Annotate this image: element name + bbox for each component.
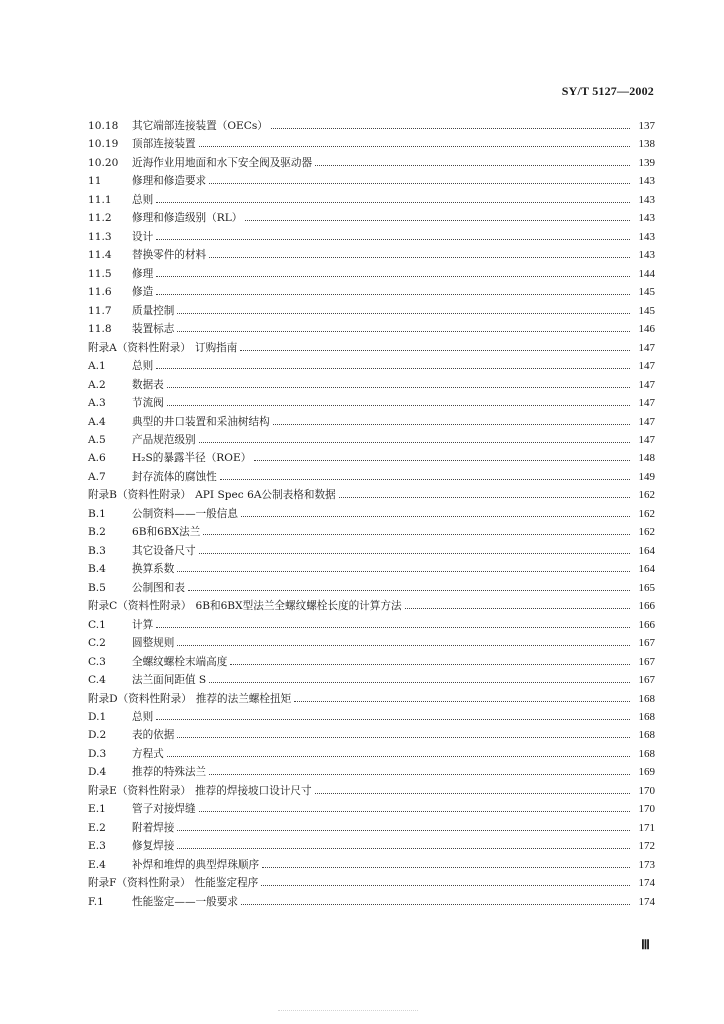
- toc-entry[interactable]: [88, 302, 655, 320]
- dot-leader: [240, 350, 630, 351]
- toc-entry-title: 推荐的法兰螺栓扭矩: [195, 692, 292, 705]
- toc-entry-number: 11.2: [88, 212, 112, 225]
- table-of-contents: [88, 117, 655, 911]
- dot-leader: [177, 313, 630, 314]
- toc-entry-number: F.1: [88, 895, 104, 908]
- toc-entry-title: 法兰面间距值 S: [132, 674, 207, 687]
- dot-leader: [156, 719, 630, 720]
- toc-entry-number: D.2: [88, 729, 107, 742]
- toc-entry-number: 11.4: [88, 249, 112, 262]
- toc-entry-title: 数据表: [132, 378, 164, 391]
- dot-leader: [167, 405, 630, 406]
- toc-entry-page: 168: [638, 729, 655, 742]
- dot-leader: [220, 479, 630, 480]
- toc-entry[interactable]: [88, 449, 655, 467]
- toc-entry-number: B.3: [88, 544, 106, 557]
- toc-entry-page: 165: [638, 581, 655, 594]
- toc-entry-number: 附录C（资料性附录）: [88, 600, 192, 613]
- toc-entry-number: C.4: [88, 674, 106, 687]
- toc-entry-title: 质量控制: [132, 304, 175, 317]
- toc-entry[interactable]: [88, 782, 655, 800]
- toc-entry-page: 143: [638, 175, 655, 188]
- toc-entry[interactable]: [88, 135, 655, 153]
- toc-entry-page: 144: [638, 267, 655, 280]
- toc-entry-title: 产品规范级别: [132, 433, 196, 446]
- toc-entry[interactable]: [88, 265, 655, 283]
- toc-entry-number: B.4: [88, 563, 106, 576]
- toc-entry[interactable]: [88, 800, 655, 818]
- toc-entry-number: 10.20: [88, 156, 119, 169]
- toc-entry[interactable]: [88, 505, 655, 523]
- dot-leader: [199, 442, 630, 443]
- dot-leader: [271, 128, 630, 129]
- toc-entry-title: 圆整规则: [132, 637, 175, 650]
- toc-entry-number: A.7: [88, 470, 106, 483]
- toc-entry-page: 145: [638, 304, 655, 317]
- toc-entry-title: 推荐的焊接坡口设计尺寸: [195, 784, 312, 797]
- dot-leader: [156, 239, 630, 240]
- toc-entry-title: 节流阀: [132, 397, 164, 410]
- dot-leader: [177, 331, 630, 332]
- dot-leader: [209, 682, 630, 683]
- toc-entry-title: 6B和6BX法兰: [132, 526, 201, 539]
- toc-entry-number: C.3: [88, 655, 106, 668]
- toc-entry-page: 167: [638, 674, 655, 687]
- toc-entry-number: 10.18: [88, 120, 119, 132]
- dot-leader: [156, 294, 630, 295]
- toc-entry-page: 172: [638, 840, 655, 853]
- toc-entry-title: 其它设备尺寸: [132, 544, 196, 557]
- dot-leader: [177, 848, 630, 849]
- toc-entry-title: 推荐的特殊法兰: [132, 766, 207, 779]
- toc-entry[interactable]: [88, 283, 655, 301]
- dot-leader: [156, 627, 630, 628]
- toc-entry-page: 143: [638, 212, 655, 225]
- dot-leader: [254, 460, 630, 461]
- toc-entry-page: 168: [638, 692, 655, 705]
- dot-leader: [262, 867, 630, 868]
- toc-entry-number: E.3: [88, 840, 106, 853]
- toc-entry-page: 147: [638, 360, 655, 373]
- toc-entry-title: 补焊和堆焊的典型焊珠顺序: [132, 858, 260, 871]
- dot-leader: [241, 516, 630, 517]
- toc-entry[interactable]: [88, 837, 655, 855]
- toc-entry[interactable]: [88, 653, 655, 671]
- toc-entry-title: 修理和修造要求: [132, 175, 207, 188]
- toc-entry[interactable]: [88, 394, 655, 412]
- toc-entry-title: 附着焊接: [132, 821, 175, 834]
- toc-entry-number: A.6: [88, 452, 106, 465]
- toc-entry[interactable]: [88, 856, 655, 874]
- toc-entry-number: A.2: [88, 378, 106, 391]
- toc-entry-number: 附录E（资料性附录）: [88, 784, 192, 797]
- toc-entry-page: 167: [638, 637, 655, 650]
- toc-entry[interactable]: [88, 191, 655, 209]
- toc-entry-number: D.4: [88, 766, 107, 779]
- toc-entry-page: 169: [638, 766, 655, 779]
- toc-entry-number: 10.19: [88, 138, 119, 151]
- toc-entry-number: E.4: [88, 858, 106, 871]
- toc-entry[interactable]: [88, 154, 655, 172]
- toc-entry-title: 设计: [132, 230, 154, 243]
- toc-entry[interactable]: [88, 172, 655, 190]
- dot-leader: [405, 608, 630, 609]
- toc-entry[interactable]: [88, 579, 655, 597]
- dot-leader: [156, 368, 630, 369]
- toc-entry[interactable]: [88, 431, 655, 449]
- toc-entry-page: 162: [638, 526, 655, 539]
- toc-entry[interactable]: [88, 209, 655, 227]
- toc-entry[interactable]: [88, 357, 655, 375]
- dot-leader: [177, 830, 630, 831]
- toc-entry-title: 管子对接焊缝: [132, 803, 196, 816]
- toc-entry-page: 162: [638, 507, 655, 520]
- toc-entry-title: 公制图和表: [132, 581, 185, 594]
- toc-entry-title: 修理和修造级别（RL）: [132, 212, 243, 225]
- toc-entry[interactable]: [88, 560, 655, 578]
- toc-entry-title: 封存流体的腐蚀性: [132, 470, 217, 483]
- toc-entry-page: 147: [638, 397, 655, 410]
- toc-entry[interactable]: [88, 819, 655, 837]
- toc-entry-title: 计算: [132, 618, 154, 631]
- toc-entry-page: 166: [638, 618, 655, 631]
- dot-leader: [273, 424, 630, 425]
- toc-entry[interactable]: [88, 745, 655, 763]
- toc-entry-page: 143: [638, 193, 655, 206]
- toc-entry-number: 11.8: [88, 323, 112, 336]
- toc-entry-number: 11: [88, 175, 102, 188]
- toc-entry-page: 162: [638, 489, 655, 502]
- toc-entry[interactable]: [88, 339, 655, 357]
- dot-leader: [188, 590, 630, 591]
- dot-leader: [245, 220, 630, 221]
- toc-entry-page: 168: [638, 711, 655, 723]
- toc-entry-number: B.1: [88, 507, 106, 520]
- scan-artifact: [278, 1010, 418, 1014]
- toc-entry-page: 143: [638, 249, 655, 262]
- dot-leader: [167, 756, 630, 757]
- dot-leader: [177, 571, 630, 572]
- toc-entry-page: 168: [638, 747, 655, 760]
- toc-entry[interactable]: [88, 671, 655, 689]
- toc-entry-title: 性能鉴定——一般要求: [132, 895, 238, 908]
- dot-leader: [199, 811, 630, 812]
- toc-entry-title: 修造: [132, 286, 154, 299]
- toc-entry-title: 总则: [132, 360, 154, 373]
- dot-leader: [156, 276, 630, 277]
- toc-entry-title: 总则: [132, 711, 154, 723]
- toc-entry-number: 11.1: [88, 193, 112, 206]
- toc-entry-number: 附录F（资料性附录）: [88, 877, 191, 890]
- toc-entry-number: 附录A（资料性附录）: [88, 341, 191, 354]
- toc-entry[interactable]: [88, 690, 655, 708]
- toc-entry-number: 11.3: [88, 230, 112, 243]
- toc-entry-title: 方程式: [132, 747, 164, 760]
- toc-entry-number: D.3: [88, 747, 107, 760]
- toc-entry-number: A.1: [88, 360, 106, 373]
- dot-leader: [230, 664, 630, 665]
- dot-leader: [315, 165, 630, 166]
- dot-leader: [177, 645, 630, 646]
- toc-entry-page: 167: [638, 655, 655, 668]
- toc-entry-number: B.2: [88, 526, 106, 539]
- toc-entry-number: 11.7: [88, 304, 112, 317]
- toc-entry[interactable]: [88, 523, 655, 541]
- toc-entry-page: 147: [638, 415, 655, 428]
- toc-entry[interactable]: [88, 117, 655, 135]
- toc-entry-number: 11.5: [88, 267, 112, 280]
- toc-entry-title: API Spec 6A公制表格和数据: [195, 489, 336, 502]
- dot-leader: [177, 737, 630, 738]
- toc-entry-title: 6B和6BX型法兰全螺纹螺栓长度的计算方法: [195, 600, 402, 613]
- toc-entry[interactable]: [88, 246, 655, 264]
- toc-entry-page: 147: [638, 433, 655, 446]
- toc-entry[interactable]: [88, 413, 655, 431]
- toc-entry-title: 修复焊接: [132, 840, 175, 853]
- toc-entry-title: 替换零件的材料: [132, 249, 207, 262]
- toc-entry-page: 174: [638, 895, 655, 908]
- dot-leader: [203, 534, 630, 535]
- standard-code: SY/T 5127—2002: [561, 84, 654, 98]
- toc-entry-page: 149: [638, 470, 655, 483]
- toc-entry-page: 164: [638, 544, 655, 557]
- toc-entry-title: 顶部连接装置: [132, 138, 196, 151]
- toc-entry[interactable]: [88, 320, 655, 338]
- toc-entry-page: 166: [638, 600, 655, 613]
- toc-entry-number: A.5: [88, 433, 106, 446]
- toc-entry-title: 总则: [132, 193, 154, 206]
- toc-entry-number: 11.6: [88, 286, 112, 299]
- toc-entry-page: 148: [638, 452, 655, 465]
- toc-entry-page: 174: [638, 877, 655, 890]
- toc-entry[interactable]: [88, 486, 655, 504]
- toc-entry-title: 修理: [132, 267, 154, 280]
- dot-leader: [209, 774, 630, 775]
- toc-entry-page: 164: [638, 563, 655, 576]
- dot-leader: [261, 885, 630, 886]
- dot-leader: [199, 553, 630, 554]
- toc-entry-number: E.2: [88, 821, 106, 834]
- toc-entry-page: 147: [638, 341, 655, 354]
- toc-entry-number: A.3: [88, 397, 106, 410]
- toc-entry-page: 173: [638, 858, 655, 871]
- toc-entry-title: 典型的井口装置和采油树结构: [132, 415, 270, 428]
- toc-entry-title: 表的依据: [132, 729, 175, 742]
- dot-leader: [241, 904, 630, 905]
- toc-entry-number: D.1: [88, 711, 107, 723]
- dot-leader: [156, 202, 630, 203]
- toc-entry-number: E.1: [88, 803, 106, 816]
- toc-entry[interactable]: [88, 597, 655, 615]
- toc-entry[interactable]: [88, 376, 655, 394]
- toc-entry-title: 全螺纹螺栓末端高度: [132, 655, 228, 668]
- toc-entry[interactable]: [88, 634, 655, 652]
- toc-entry[interactable]: [88, 726, 655, 744]
- toc-entry-title: 订购指南: [195, 341, 238, 354]
- toc-entry-title: 换算系数: [132, 563, 175, 576]
- dot-leader: [167, 387, 630, 388]
- toc-entry-title: 性能鉴定程序: [194, 877, 259, 890]
- toc-entry-page: 146: [638, 323, 655, 336]
- toc-entry-page: 171: [638, 821, 655, 834]
- toc-entry[interactable]: [88, 893, 655, 911]
- toc-entry-number: 附录B（资料性附录）: [88, 489, 192, 502]
- toc-entry[interactable]: [88, 468, 655, 486]
- toc-entry-page: 137: [638, 120, 655, 132]
- toc-entry[interactable]: [88, 542, 655, 560]
- toc-entry-page: 147: [638, 378, 655, 391]
- toc-entry-number: C.1: [88, 618, 106, 631]
- toc-entry-title: 近海作业用地面和水下安全阀及驱动器: [132, 156, 313, 169]
- dot-leader: [339, 497, 630, 498]
- toc-entry-title: 其它端部连接装置（OECs）: [132, 120, 268, 132]
- dot-leader: [209, 183, 630, 184]
- toc-entry[interactable]: [88, 763, 655, 781]
- toc-entry-title: 装置标志: [132, 323, 175, 336]
- toc-entry-title: H₂S的暴露半径（ROE）: [132, 452, 252, 465]
- toc-entry[interactable]: [88, 228, 655, 246]
- toc-entry-number: 附录D（资料性附录）: [88, 692, 192, 705]
- toc-entry-title: 公制资料——一般信息: [132, 507, 238, 520]
- toc-entry-page: 170: [638, 803, 655, 816]
- toc-entry-number: A.4: [88, 415, 106, 428]
- toc-entry[interactable]: [88, 616, 655, 634]
- toc-entry[interactable]: [88, 874, 655, 892]
- toc-entry-page: 145: [638, 286, 655, 299]
- toc-entry-number: C.2: [88, 637, 106, 650]
- toc-entry-page: 170: [638, 784, 655, 797]
- toc-entry[interactable]: [88, 708, 655, 726]
- toc-entry-page: 138: [638, 138, 655, 151]
- toc-entry-page: 139: [638, 156, 655, 169]
- dot-leader: [315, 793, 630, 794]
- page-folio: Ⅲ: [641, 937, 650, 952]
- dot-leader: [294, 701, 630, 702]
- dot-leader: [209, 257, 630, 258]
- dot-leader: [199, 146, 630, 147]
- toc-entry-number: B.5: [88, 581, 106, 594]
- toc-entry-page: 143: [638, 230, 655, 243]
